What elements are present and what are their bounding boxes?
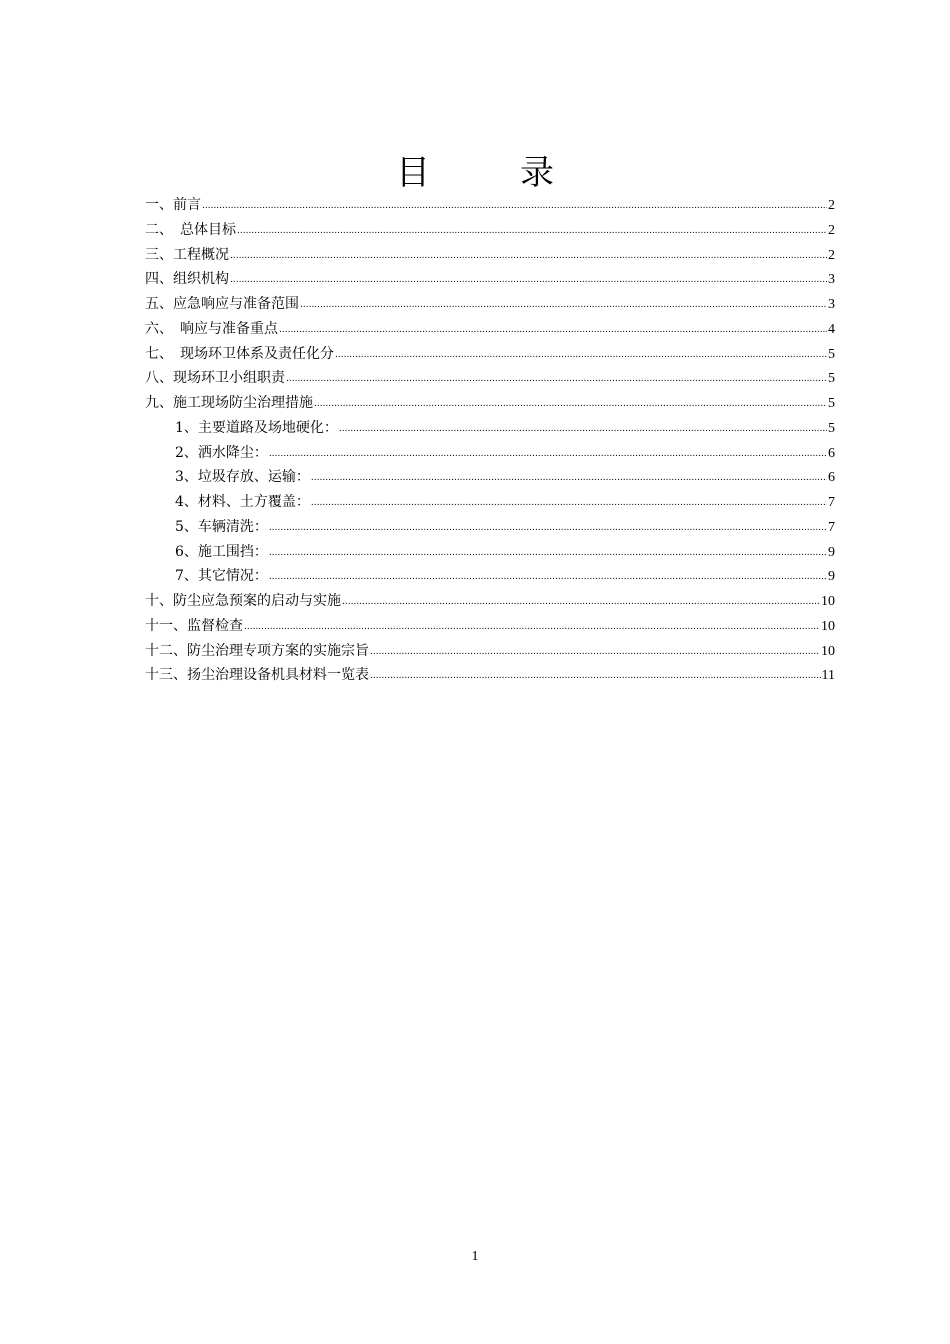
toc-entry-label: 5、车辆清洗： xyxy=(175,518,268,535)
toc-subentry-5[interactable] xyxy=(145,515,835,540)
toc-leader-dots xyxy=(269,442,827,467)
toc-entry-label: 3、垃圾存放、运输： xyxy=(175,469,310,486)
toc-entry-page: 4 xyxy=(828,321,835,337)
toc-entry-page: 9 xyxy=(828,544,835,560)
toc-entry-page: 6 xyxy=(828,470,835,486)
toc-entry-label: 2、洒水降尘： xyxy=(175,444,268,461)
toc-subentry-3[interactable] xyxy=(145,465,835,490)
toc-leader-dots xyxy=(237,219,827,244)
toc-entry-page: 6 xyxy=(828,445,835,461)
toc-entry-page: 7 xyxy=(828,495,835,510)
toc-leader-dots xyxy=(335,343,827,368)
toc-entry-label: 五、应急响应与准备范围 xyxy=(145,296,299,312)
toc-entry-label: 四、组织机构 xyxy=(145,271,229,288)
toc-entry-label: 三、工程概况 xyxy=(145,246,229,263)
toc-entry-label: 1、主要道路及场地硬化： xyxy=(175,419,338,436)
toc-entry-page: 5 xyxy=(828,346,835,362)
toc-entry-label: 六、 响应与准备重点 xyxy=(145,320,278,337)
toc-leader-dots xyxy=(244,615,820,640)
toc-leader-dots xyxy=(269,516,827,541)
toc-entry-page: 5 xyxy=(828,420,835,436)
toc-entry-page: 11 xyxy=(821,668,835,684)
toc-leader-dots xyxy=(269,565,827,590)
toc-leader-dots xyxy=(230,268,827,293)
toc-entry-label: 6、施工围挡： xyxy=(175,543,268,560)
toc-entry-page: 2 xyxy=(828,222,835,238)
toc-leader-dots xyxy=(230,244,827,269)
toc-leader-dots xyxy=(311,466,827,491)
toc-leader-dots xyxy=(286,367,827,392)
toc-subentry-2[interactable] xyxy=(145,441,835,466)
toc-entry-page: 9 xyxy=(828,569,835,585)
toc-leader-dots xyxy=(370,640,820,665)
toc-leader-dots xyxy=(339,417,827,442)
toc-leader-dots xyxy=(269,541,827,566)
toc-entry-label: 八、现场环卫小组职责 xyxy=(145,370,285,387)
toc-entry-1[interactable] xyxy=(145,193,835,218)
toc-entry-4[interactable] xyxy=(145,267,835,292)
toc-leader-dots xyxy=(279,318,827,343)
toc-subentry-6[interactable] xyxy=(145,540,835,565)
toc-entry-page: 10 xyxy=(821,643,835,659)
toc-leader-dots xyxy=(300,293,827,318)
toc-entry-label: 一、前言 xyxy=(145,197,201,213)
toc-leader-dots xyxy=(202,194,827,219)
toc-leader-dots xyxy=(342,590,820,615)
toc-entry-label: 十二、防尘治理专项方案的实施宗旨 xyxy=(145,642,369,659)
toc-entry-page: 10 xyxy=(821,594,835,609)
toc-entry-8[interactable] xyxy=(145,366,835,391)
toc-entry-label: 二、 总体目标 xyxy=(145,221,236,238)
toc-entry-label: 十三、扬尘治理设备机具材料一览表 xyxy=(145,667,369,684)
toc-entry-label: 十、防尘应急预案的启动与实施 xyxy=(145,593,341,609)
toc-entry-13[interactable] xyxy=(145,663,835,688)
toc-leader-dots xyxy=(314,392,827,417)
toc-entry-page: 7 xyxy=(828,519,835,535)
toc-entry-label: 七、 现场环卫体系及责任化分 xyxy=(145,345,334,362)
toc-entry-5[interactable] xyxy=(145,292,835,317)
toc-entry-label: 4、材料、土方覆盖： xyxy=(175,494,310,510)
toc-entry-page: 5 xyxy=(828,396,835,411)
toc-entry-12[interactable] xyxy=(145,639,835,664)
toc-entry-label: 7、其它情况： xyxy=(175,568,268,585)
toc-entry-label: 十一、监督检查 xyxy=(145,617,243,634)
toc-leader-dots xyxy=(311,491,827,516)
toc-subentry-7[interactable] xyxy=(145,564,835,589)
page-number: 1 xyxy=(471,1249,479,1264)
table-of-contents xyxy=(145,193,835,688)
toc-subentry-4[interactable] xyxy=(145,490,835,515)
toc-entry-6[interactable] xyxy=(145,317,835,342)
toc-entry-7[interactable] xyxy=(145,342,835,367)
toc-entry-11[interactable] xyxy=(145,614,835,639)
toc-entry-page: 3 xyxy=(828,297,835,312)
toc-entry-9[interactable] xyxy=(145,391,835,416)
toc-entry-page: 3 xyxy=(828,272,835,288)
toc-entry-page: 2 xyxy=(828,198,835,213)
toc-entry-page: 10 xyxy=(821,618,835,634)
toc-leader-dots xyxy=(370,664,821,689)
toc-entry-2[interactable] xyxy=(145,218,835,243)
toc-entry-label: 九、施工现场防尘治理措施 xyxy=(145,395,313,411)
toc-entry-10[interactable] xyxy=(145,589,835,614)
toc-entry-page: 2 xyxy=(828,247,835,263)
toc-title: 目 录 xyxy=(396,152,582,193)
toc-entry-page: 5 xyxy=(828,371,835,387)
toc-entry-3[interactable] xyxy=(145,243,835,268)
toc-subentry-1[interactable] xyxy=(145,416,835,441)
